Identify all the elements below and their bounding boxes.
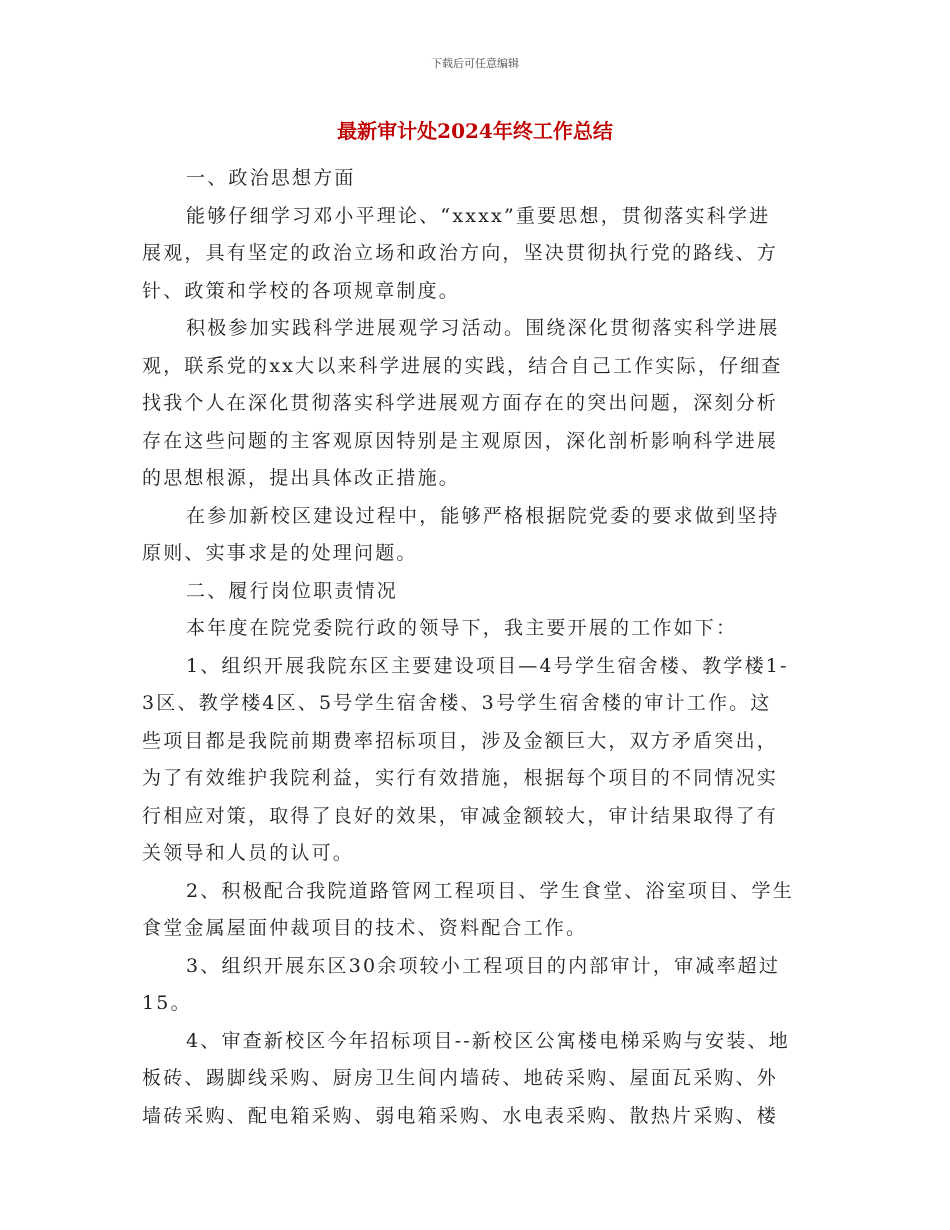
text-line: 本年度在院党委院行政的领导下，我主要开展的工作如下： — [186, 617, 738, 639]
text-line: 墙砖采购、配电箱采购、弱电箱采购、水电表采购、散热片采购、楼 — [142, 1104, 779, 1127]
text-line: 能够仔细学习邓小平理论、“xxxx”重要思想，贯彻落实科学进 — [186, 204, 771, 227]
text-line: 3区、教学楼4区、5号学生宿舍楼、3号学生宿舍楼的审计工作。这 — [142, 692, 772, 714]
text-line: 存在这些问题的主客观原因特别是主观原因，深化剖析影响科学进展 — [142, 429, 779, 452]
page-header-note: 下载后可任意编辑 — [431, 57, 519, 70]
text-line: 在参加新校区建设过程中，能够严格根据院党委的要求做到坚持 — [186, 504, 780, 527]
text-line: 食堂金属屋面仲裁项目的技术、资料配合工作。 — [142, 917, 588, 939]
text-line: 展观，具有坚定的政治立场和政治方向，坚决贯彻执行党的路线、方 — [142, 242, 779, 264]
text-line: 3、组织开展东区30余项较小工程项目的内部审计，审减率超过 — [186, 954, 781, 977]
text-line: 关领导和人员的认可。 — [142, 842, 355, 864]
text-line: 行相应对策，取得了良好的效果，审减金额较大，审计结果取得了有 — [142, 804, 779, 827]
text-line: 15。 — [142, 992, 192, 1014]
text-line: 原则、实事求是的处理问题。 — [142, 542, 418, 564]
text-line: 一、政治思想方面 — [186, 167, 356, 189]
text-line: 些项目都是我院前期费率招标项目，涉及金额巨大，双方矛盾突出， — [142, 729, 779, 752]
text-line: 4、审查新校区今年招标项目--新校区公寓楼电梯采购与安装、地 — [186, 1029, 790, 1052]
text-line: 2、积极配合我院道路管网工程项目、学生食堂、浴室项目、学生 — [186, 879, 794, 902]
text-line: 的思想根源，提出具体改正措施。 — [142, 467, 461, 489]
text-line: 为了有效维护我院利益，实行有效措施，根据每个项目的不同情况实 — [142, 767, 779, 789]
text-line: 观，联系党的xx大以来科学进展的实践，结合自己工作实际，仔细查 — [142, 354, 783, 377]
text-line: 找我个人在深化贯彻落实科学进展观方面存在的突出问题，深刻分析 — [142, 392, 779, 414]
text-line: 针、政策和学校的各项规章制度。 — [142, 279, 461, 302]
document-body — [142, 160, 810, 1135]
document-title: 最新审计处2024年终工作总结 — [337, 119, 613, 143]
text-line: 积极参加实践科学进展观学习活动。围绕深化贯彻落实科学进展 — [186, 317, 780, 339]
text-line: 二、履行岗位职责情况 — [186, 579, 399, 602]
text-line: 1、组织开展我院东区主要建设项目—4号学生宿舍楼、教学楼1- — [186, 654, 789, 677]
text-line: 板砖、踢脚线采购、厨房卫生间内墙砖、地砖采购、屋面瓦采购、外 — [142, 1067, 779, 1089]
